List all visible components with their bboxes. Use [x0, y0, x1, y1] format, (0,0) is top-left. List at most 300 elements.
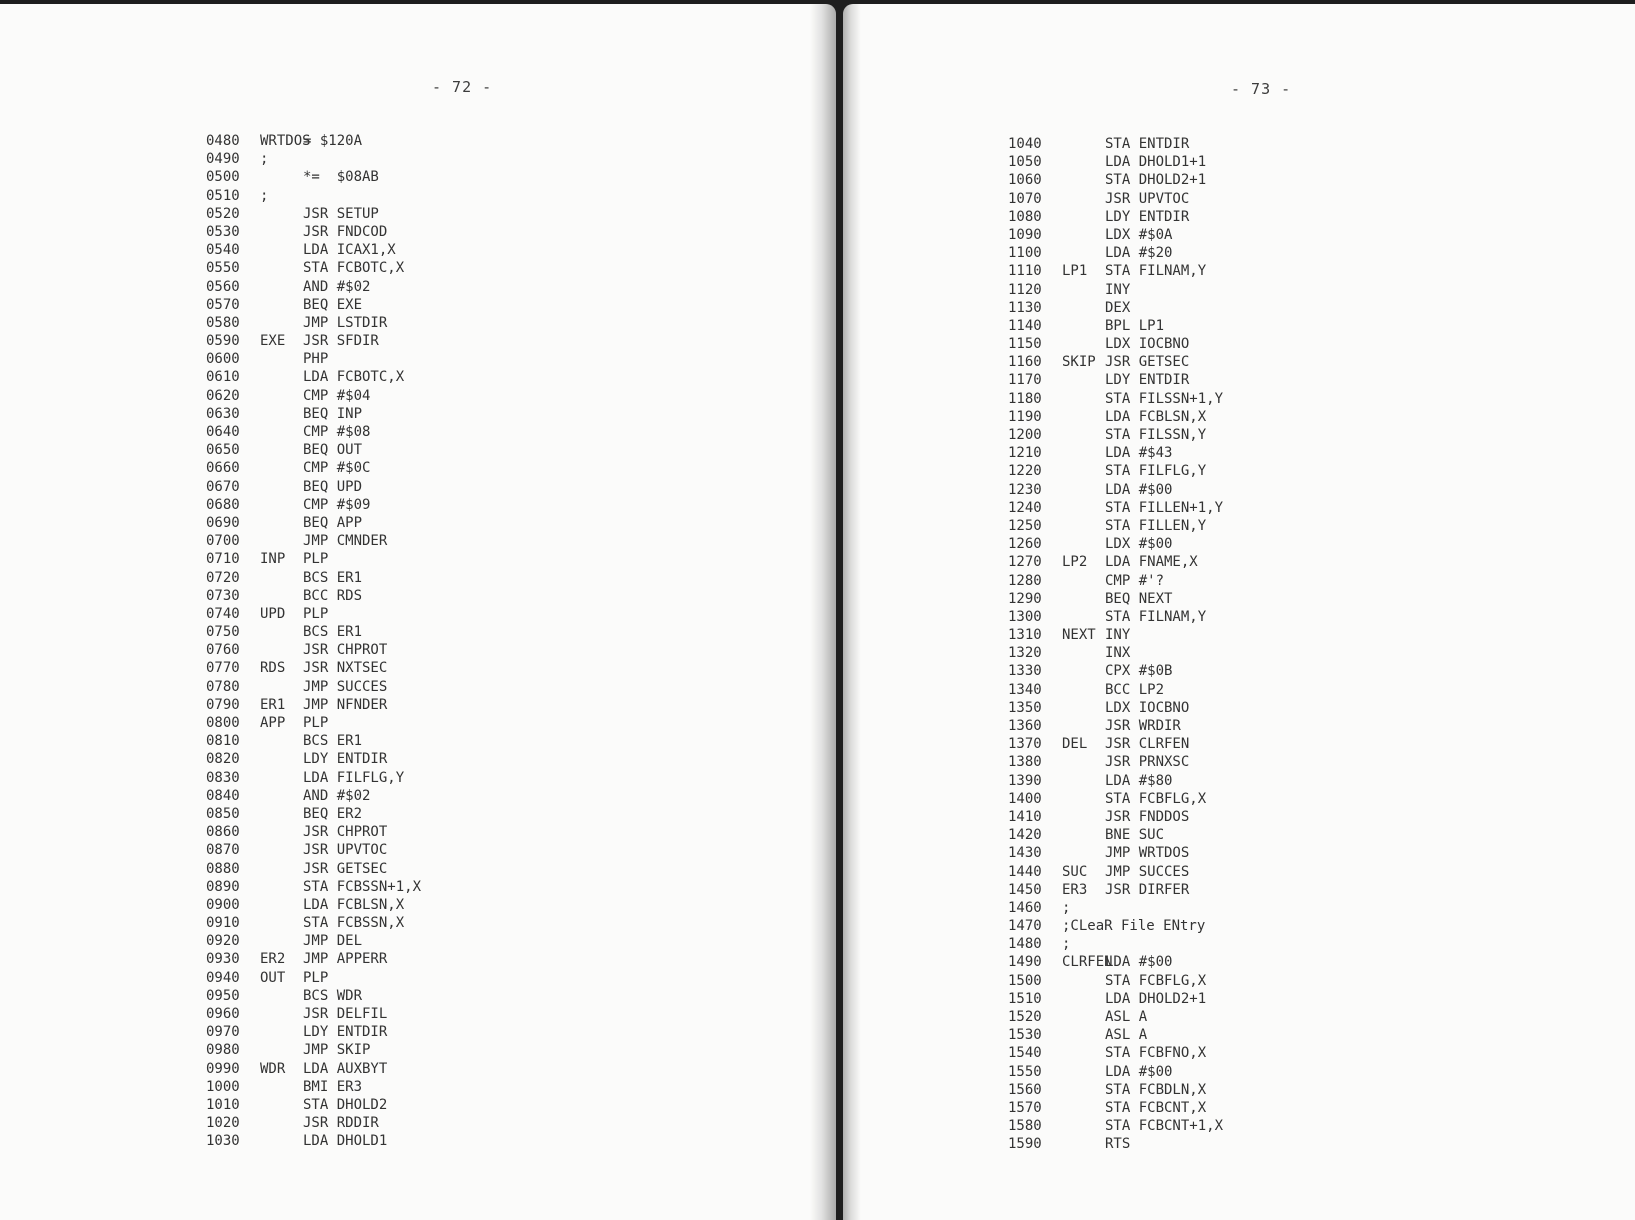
line-label	[1062, 462, 1105, 480]
line-instruction: BEQ EXE	[303, 296, 363, 313]
code-line	[1008, 299, 1223, 317]
line-label	[1062, 790, 1105, 808]
line-label	[1062, 244, 1105, 262]
code-line	[206, 514, 421, 532]
line-instruction: JSR CHPROT	[303, 642, 388, 659]
line-label	[260, 1005, 303, 1023]
binding-shadow	[843, 4, 861, 1220]
line-instruction: STA ENTDIR	[1105, 136, 1190, 152]
line-instruction: JMP CMNDER	[303, 533, 388, 550]
line-label	[1062, 1081, 1105, 1099]
line-instruction: JSR UPVTOC	[303, 842, 388, 859]
code-line	[206, 132, 421, 150]
line-instruction: LDA FCBOTC,X	[303, 369, 405, 386]
line-number: 0940	[206, 969, 240, 986]
line-label	[260, 914, 303, 932]
code-line	[1008, 590, 1223, 608]
line-number: 1360	[1008, 718, 1042, 734]
code-line	[206, 605, 421, 623]
line-number: 0970	[206, 1024, 240, 1041]
line-label	[1062, 444, 1105, 462]
line-number: 1050	[1008, 154, 1042, 171]
line-label	[260, 1078, 303, 1096]
code-line	[1008, 153, 1223, 171]
line-instruction: LDA FCBLSN,X	[1105, 408, 1207, 425]
code-line	[206, 187, 421, 205]
code-line	[206, 969, 421, 987]
line-instruction: JSR CLRFEN	[1105, 736, 1190, 753]
code-line	[1008, 826, 1223, 844]
line-instruction: ASL A	[1105, 1009, 1148, 1025]
line-number: 0660	[206, 460, 240, 477]
line-instruction: JSR CHPROT	[303, 824, 388, 841]
line-number: 0900	[206, 896, 240, 913]
line-number: 0870	[206, 842, 240, 859]
line-label: OUT	[260, 969, 286, 986]
code-line	[206, 1005, 421, 1023]
line-number: 1550	[1008, 1063, 1042, 1080]
line-label	[260, 932, 303, 950]
line-instruction: STA FCBFNO,X	[1105, 1045, 1207, 1062]
line-number: 0640	[206, 424, 240, 440]
left-page	[0, 4, 836, 1220]
line-instruction: STA FILSSN+1,Y	[1105, 390, 1224, 407]
line-label	[1062, 371, 1105, 389]
line-number: 0510	[206, 187, 240, 204]
line-number: 1200	[1008, 427, 1042, 443]
code-line	[1008, 1135, 1223, 1153]
line-instruction: LDX #$00	[1105, 536, 1173, 553]
code-line	[1008, 790, 1223, 808]
line-instruction: BCS ER1	[303, 569, 363, 586]
code-line	[1008, 226, 1223, 244]
line-instruction: PHP	[303, 351, 329, 368]
line-instruction: LDA ICAX1,X	[303, 242, 396, 259]
line-instruction: JMP SUCCES	[1105, 863, 1190, 880]
code-line	[206, 1041, 421, 1059]
line-label	[1062, 281, 1105, 299]
line-instruction: ASL A	[1105, 1027, 1148, 1044]
line-label	[1062, 572, 1105, 590]
line-instruction: LDY ENTDIR	[303, 751, 388, 768]
line-number: 0880	[206, 860, 240, 877]
line-instruction: STA DHOLD2+1	[1105, 172, 1207, 189]
line-label	[260, 1041, 303, 1059]
line-number: 0790	[206, 696, 240, 713]
line-number: 0580	[206, 314, 240, 331]
line-label	[260, 205, 303, 223]
line-label	[260, 168, 303, 186]
line-number: 1340	[1008, 681, 1042, 698]
line-label: UPD	[260, 605, 286, 622]
code-line	[206, 623, 421, 641]
line-instruction: PLP	[303, 715, 329, 731]
code-line	[1008, 408, 1223, 426]
code-line	[1008, 135, 1223, 153]
line-number: 0680	[206, 496, 240, 513]
line-number: 1100	[1008, 245, 1042, 262]
line-label	[1062, 190, 1105, 208]
code-line	[206, 569, 421, 587]
line-label	[260, 1132, 303, 1150]
line-label	[260, 787, 303, 805]
line-instruction: *= $08AB	[303, 169, 379, 186]
line-number: 1500	[1008, 972, 1042, 989]
line-number: 1320	[1008, 645, 1042, 662]
line-number: 0590	[206, 333, 240, 350]
line-label: EXE	[260, 333, 286, 350]
line-label	[1062, 408, 1105, 426]
line-label	[1062, 390, 1105, 408]
line-instruction: RTS	[1105, 1136, 1131, 1153]
code-line	[206, 368, 421, 386]
line-instruction: LDA #$00	[1105, 481, 1173, 498]
code-line	[1008, 717, 1223, 735]
line-instruction: JMP NFNDER	[303, 696, 388, 713]
line-instruction: BEQ ER2	[303, 805, 363, 822]
code-listing	[1008, 135, 1223, 1154]
line-number: 0550	[206, 260, 240, 277]
line-instruction: JSR DIRFER	[1105, 881, 1190, 898]
line-number: 1280	[1008, 572, 1042, 589]
line-label	[1062, 1026, 1105, 1044]
line-instruction: LDX #$0A	[1105, 226, 1173, 243]
line-instruction: JSR WRDIR	[1105, 718, 1181, 734]
code-line	[206, 332, 421, 350]
line-number: 1270	[1008, 554, 1042, 571]
line-instruction: LDY ENTDIR	[303, 1024, 388, 1041]
line-label	[1062, 135, 1105, 153]
line-instruction: LDA DHOLD1	[303, 1133, 388, 1150]
line-instruction: STA FILSSN,Y	[1105, 427, 1207, 443]
code-line	[1008, 244, 1223, 262]
line-label: ;	[1062, 936, 1071, 953]
line-instruction: LDA #$43	[1105, 445, 1173, 462]
code-line	[1008, 262, 1223, 280]
code-line	[1008, 1026, 1223, 1044]
line-number: 0910	[206, 915, 240, 932]
line-label	[260, 387, 303, 405]
line-instruction: CMP #$08	[303, 424, 371, 440]
code-line	[1008, 844, 1223, 862]
code-line	[206, 459, 421, 477]
line-label	[260, 441, 303, 459]
line-instruction: JSR RDDIR	[303, 1115, 379, 1132]
line-number: 1380	[1008, 754, 1042, 771]
line-number: 0630	[206, 405, 240, 422]
line-label	[1062, 517, 1105, 535]
line-label: ;CLeaR File ENtry	[1062, 918, 1206, 935]
line-number: 1480	[1008, 936, 1042, 953]
line-instruction: BCS ER1	[303, 733, 363, 750]
line-number: 0950	[206, 987, 240, 1004]
code-line	[1008, 481, 1223, 499]
line-number: 0620	[206, 387, 240, 404]
line-label	[1062, 499, 1105, 517]
line-label	[1062, 990, 1105, 1008]
code-line	[206, 259, 421, 277]
code-line	[1008, 517, 1223, 535]
line-label	[260, 296, 303, 314]
line-label	[260, 987, 303, 1005]
line-number: 1350	[1008, 699, 1042, 716]
line-number: 0770	[206, 660, 240, 677]
line-instruction: JSR PRNXSC	[1105, 754, 1190, 771]
code-line	[206, 532, 421, 550]
line-instruction: LDA DHOLD2+1	[1105, 990, 1207, 1007]
line-number: 0930	[206, 951, 240, 968]
line-number: 1000	[206, 1078, 240, 1095]
line-number: 0610	[206, 369, 240, 386]
line-label	[260, 259, 303, 277]
line-instruction: JMP SUCCES	[303, 678, 388, 695]
line-label	[1062, 1099, 1105, 1117]
line-label	[1062, 699, 1105, 717]
line-number: 1310	[1008, 627, 1042, 644]
line-instruction: JSR SFDIR	[303, 333, 379, 350]
line-label: LP2	[1062, 554, 1088, 571]
code-line	[206, 205, 421, 223]
line-instruction: BNE SUC	[1105, 827, 1165, 844]
line-number: 1030	[206, 1133, 240, 1150]
book-spread	[0, 4, 1635, 1220]
line-label: NEXT	[1062, 627, 1096, 644]
line-label	[260, 860, 303, 878]
line-label: SKIP	[1062, 354, 1096, 371]
code-line	[206, 914, 421, 932]
line-label	[260, 769, 303, 787]
line-number: 1220	[1008, 463, 1042, 480]
line-instruction: INY	[1105, 281, 1131, 298]
line-label: ;	[260, 151, 269, 168]
line-label	[1062, 772, 1105, 790]
line-instruction: LDA FNAME,X	[1105, 554, 1198, 571]
code-line	[1008, 681, 1223, 699]
code-line	[1008, 863, 1223, 881]
line-instruction: LDA AUXBYT	[303, 1060, 388, 1077]
line-number: 1590	[1008, 1136, 1042, 1153]
code-line	[1008, 881, 1223, 899]
line-number: 0560	[206, 278, 240, 295]
line-number: 1520	[1008, 1009, 1042, 1025]
code-line	[206, 241, 421, 259]
code-line	[206, 1078, 421, 1096]
line-instruction: STA FILNAM,Y	[1105, 608, 1207, 625]
line-number: 1210	[1008, 445, 1042, 462]
code-line	[1008, 1081, 1223, 1099]
code-line	[206, 1132, 421, 1150]
line-label	[260, 423, 303, 441]
line-label	[1062, 844, 1105, 862]
line-instruction: LDA #$00	[1105, 954, 1173, 971]
code-line	[1008, 608, 1223, 626]
line-label	[1062, 1044, 1105, 1062]
line-label	[260, 641, 303, 659]
code-line	[206, 405, 421, 423]
line-instruction: JMP DEL	[303, 933, 363, 950]
line-instruction: CMP #$04	[303, 387, 371, 404]
code-line	[206, 641, 421, 659]
line-instruction: STA FCBCNT,X	[1105, 1099, 1207, 1116]
line-label	[260, 805, 303, 823]
line-label	[260, 241, 303, 259]
line-instruction: LDA FCBLSN,X	[303, 896, 405, 913]
code-line	[1008, 626, 1223, 644]
line-instruction: LDA #$00	[1105, 1063, 1173, 1080]
line-number: 1510	[1008, 990, 1042, 1007]
line-number: 0960	[206, 1006, 240, 1022]
code-line	[1008, 499, 1223, 517]
line-number: 1120	[1008, 281, 1042, 298]
code-line	[1008, 1099, 1223, 1117]
line-number: 1390	[1008, 772, 1042, 789]
line-label	[1062, 681, 1105, 699]
line-label	[260, 750, 303, 768]
line-number: 0520	[206, 205, 240, 222]
line-instruction: BCC LP2	[1105, 681, 1165, 698]
line-instruction: LDA DHOLD1+1	[1105, 154, 1207, 171]
code-line	[1008, 371, 1223, 389]
line-number: 1570	[1008, 1099, 1042, 1116]
line-label: ER3	[1062, 881, 1088, 898]
code-line	[206, 423, 421, 441]
line-number: 1560	[1008, 1081, 1042, 1098]
line-number: 0820	[206, 751, 240, 768]
line-instruction: JSR UPVTOC	[1105, 190, 1190, 207]
line-number: 1400	[1008, 790, 1042, 807]
line-label	[1062, 226, 1105, 244]
line-label: INP	[260, 551, 286, 568]
line-instruction: CMP #$09	[303, 496, 371, 513]
line-label: ;	[1062, 899, 1071, 916]
line-label	[1062, 171, 1105, 189]
line-number: 0980	[206, 1042, 240, 1059]
code-listing	[206, 132, 421, 1151]
line-number: 0860	[206, 824, 240, 841]
code-line	[1008, 1063, 1223, 1081]
code-line	[206, 496, 421, 514]
code-line	[206, 150, 421, 168]
line-label	[1062, 644, 1105, 662]
line-instruction: BEQ OUT	[303, 442, 363, 459]
code-line	[206, 750, 421, 768]
line-number: 0650	[206, 442, 240, 459]
line-label	[260, 405, 303, 423]
line-label	[1062, 208, 1105, 226]
line-label	[260, 532, 303, 550]
line-instruction: PLP	[303, 551, 329, 568]
line-number: 1470	[1008, 918, 1042, 935]
line-instruction: PLP	[303, 969, 329, 986]
line-label	[1062, 317, 1105, 335]
line-number: 1260	[1008, 536, 1042, 553]
code-line	[206, 823, 421, 841]
line-instruction: BEQ NEXT	[1105, 590, 1173, 607]
line-label	[260, 823, 303, 841]
line-number: 1230	[1008, 481, 1042, 498]
line-number: 0920	[206, 933, 240, 950]
line-number: 0700	[206, 533, 240, 550]
code-line	[1008, 699, 1223, 717]
line-label	[1062, 1135, 1105, 1153]
line-label	[1062, 1063, 1105, 1081]
code-line	[1008, 990, 1223, 1008]
code-line	[1008, 426, 1223, 444]
line-number: 1430	[1008, 845, 1042, 862]
code-line	[206, 478, 421, 496]
line-number: 1060	[1008, 172, 1042, 189]
line-number: 0760	[206, 642, 240, 659]
code-line	[1008, 1044, 1223, 1062]
line-number: 0750	[206, 624, 240, 641]
line-instruction: BEQ APP	[303, 514, 363, 531]
line-label	[260, 878, 303, 896]
line-instruction: LDA FILFLG,Y	[303, 769, 405, 786]
line-instruction: BCS WDR	[303, 987, 363, 1004]
code-line	[206, 696, 421, 714]
code-line	[206, 587, 421, 605]
line-label	[1062, 662, 1105, 680]
line-label: ER2	[260, 951, 286, 968]
line-number: 1440	[1008, 863, 1042, 880]
line-number: 1040	[1008, 136, 1042, 152]
code-line	[206, 168, 421, 186]
line-number: 1410	[1008, 808, 1042, 825]
page-number: - 73 -	[1231, 80, 1292, 98]
line-instruction: JSR DELFIL	[303, 1006, 388, 1022]
line-number: 0490	[206, 151, 240, 168]
code-line	[1008, 572, 1223, 590]
line-number: 0690	[206, 514, 240, 531]
code-line	[1008, 808, 1223, 826]
line-instruction: CMP #$0C	[303, 460, 371, 477]
line-instruction: JMP WRTDOS	[1105, 845, 1190, 862]
line-number: 1180	[1008, 390, 1042, 407]
code-line	[1008, 1008, 1223, 1026]
line-number: 1190	[1008, 408, 1042, 425]
line-number: 1370	[1008, 736, 1042, 753]
line-label	[1062, 826, 1105, 844]
code-line	[1008, 753, 1223, 771]
code-line	[1008, 353, 1223, 371]
code-line	[206, 441, 421, 459]
line-label	[260, 1096, 303, 1114]
line-label: ER1	[260, 696, 286, 713]
line-label	[1062, 535, 1105, 553]
line-number: 1090	[1008, 226, 1042, 243]
line-number: 0830	[206, 769, 240, 786]
code-line	[206, 296, 421, 314]
code-line	[206, 878, 421, 896]
code-line	[1008, 535, 1223, 553]
page-number: - 72 -	[432, 78, 493, 96]
line-instruction: LDY ENTDIR	[1105, 208, 1190, 225]
code-line	[206, 1114, 421, 1132]
line-label: SUC	[1062, 863, 1088, 880]
line-label	[260, 1114, 303, 1132]
line-label	[260, 841, 303, 859]
code-line	[1008, 444, 1223, 462]
code-line	[1008, 317, 1223, 335]
line-instruction: STA FCBFLG,X	[1105, 972, 1207, 989]
line-number: 1010	[206, 1096, 240, 1113]
line-instruction: JSR FNDCOD	[303, 223, 388, 240]
line-instruction: STA FILNAM,Y	[1105, 263, 1207, 280]
line-number: 1110	[1008, 263, 1042, 280]
line-number: 0890	[206, 878, 240, 895]
line-instruction: LDA #$20	[1105, 245, 1173, 262]
line-label	[260, 623, 303, 641]
